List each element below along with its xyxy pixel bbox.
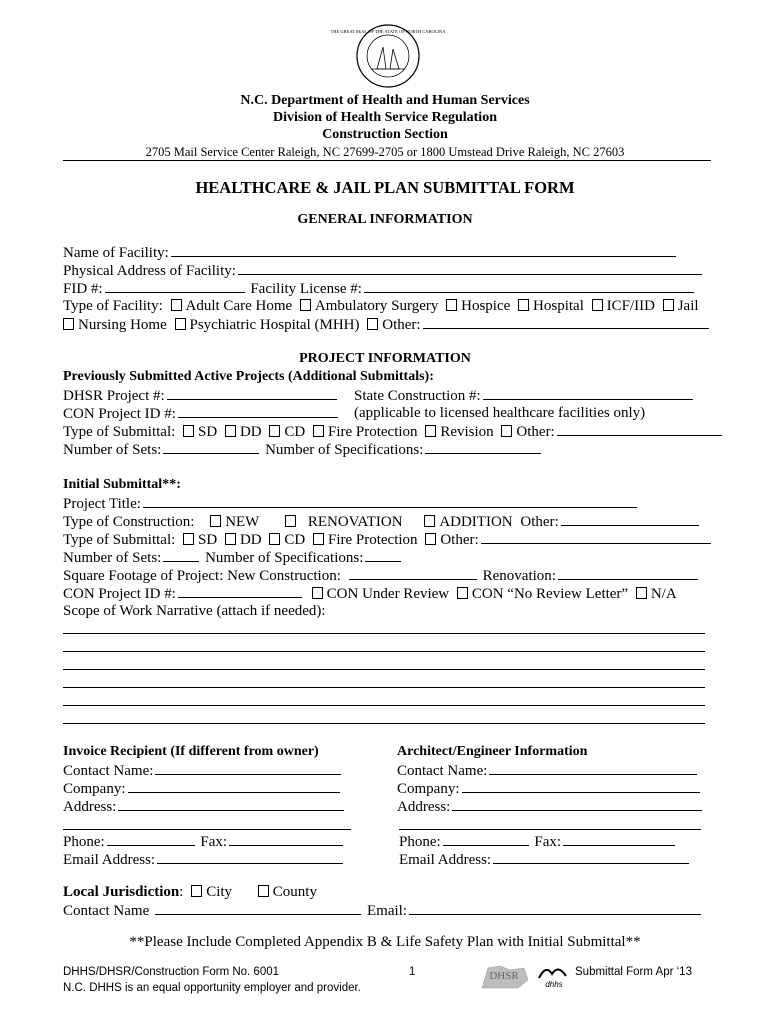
option-label: CD xyxy=(284,532,306,548)
company-label: Company: xyxy=(63,781,126,797)
sets-field[interactable] xyxy=(163,549,199,562)
option-label: Adult Care Home xyxy=(185,298,293,314)
initial-sets-row xyxy=(63,549,403,567)
option-label: Hospice xyxy=(461,298,511,314)
dhsr-project-field[interactable] xyxy=(167,387,337,400)
checkbox-no-review[interactable] xyxy=(457,587,468,599)
dhsr-logo-text: DHSR xyxy=(489,970,519,982)
sqft-label: Square Footage of Project: New Construction: xyxy=(63,568,341,584)
facility-address-label: Physical Address of Facility: xyxy=(63,263,236,279)
option-label: RENOVATION xyxy=(307,514,403,530)
checkbox-na[interactable] xyxy=(636,587,647,599)
fax-label: Fax: xyxy=(200,834,228,850)
initial-con-row xyxy=(63,585,677,603)
facility-type-row xyxy=(63,298,699,315)
option-label: Jail xyxy=(677,298,699,314)
checkbox-con-review[interactable] xyxy=(312,587,323,599)
section-name: Construction Section xyxy=(322,127,448,142)
architect-address-field[interactable] xyxy=(452,798,702,811)
contact-label: Contact Name xyxy=(63,903,150,919)
con-label: CON Project ID #: xyxy=(63,586,176,602)
invoice-address-field[interactable] xyxy=(118,798,344,811)
local-contact-field[interactable] xyxy=(155,902,361,915)
architect-company-row xyxy=(397,780,702,798)
seal-text: THE GREAT SEAL OF THE STATE OF NORTH CAROLINA xyxy=(330,29,446,34)
invoice-address-line-2[interactable] xyxy=(63,829,351,830)
option-label: CON Under Review xyxy=(326,586,450,602)
checkbox-other[interactable] xyxy=(501,425,512,437)
option-label: Fire Protection xyxy=(327,424,418,440)
architect-contact-row xyxy=(397,762,699,780)
scope-line-3[interactable] xyxy=(63,669,705,670)
con-label: CON Project ID #: xyxy=(63,406,176,422)
email-label: Email: xyxy=(366,903,407,919)
project-title-field[interactable] xyxy=(143,495,637,508)
email-label: Email Address: xyxy=(399,852,492,868)
header-divider xyxy=(63,160,711,161)
checkbox-adult-care[interactable] xyxy=(171,299,182,311)
con-row xyxy=(63,405,340,423)
checkbox-renovation[interactable] xyxy=(285,515,296,527)
invoice-phone-field[interactable] xyxy=(107,833,195,846)
architect-company-field[interactable] xyxy=(462,780,700,793)
invoice-phone-row xyxy=(63,833,345,851)
other-submittal-field[interactable] xyxy=(481,531,711,544)
con-project-field[interactable] xyxy=(178,405,338,418)
checkbox-jail[interactable] xyxy=(663,299,674,311)
checkbox-other[interactable] xyxy=(367,318,378,330)
option-label: Other: xyxy=(382,317,421,333)
dhsr-logo xyxy=(480,962,530,990)
scope-line-5[interactable] xyxy=(63,705,705,706)
architect-email-row xyxy=(399,851,691,869)
checkbox-hospital[interactable] xyxy=(518,299,529,311)
form-number: DHHS/DHSR/Construction Form No. 6001 xyxy=(63,966,280,978)
address-label: Address: xyxy=(63,799,117,815)
option-label: Other: xyxy=(440,532,479,548)
dhsr-row xyxy=(63,387,339,405)
local-jurisdiction-label: Local Jurisdiction xyxy=(63,884,180,900)
invoice-heading: Invoice Recipient (If different from owner) xyxy=(63,744,319,759)
checkbox-sd[interactable] xyxy=(183,425,194,437)
facility-address-row xyxy=(63,262,704,280)
contact-label: Contact Name: xyxy=(63,763,154,779)
architect-contact-field[interactable] xyxy=(489,762,697,775)
address-label: Address: xyxy=(397,799,451,815)
option-label: City xyxy=(206,884,233,900)
architect-phone-row xyxy=(399,833,677,851)
checkbox-dd[interactable] xyxy=(225,533,236,545)
architect-heading: Architect/Engineer Information xyxy=(397,744,588,759)
phone-label: Phone: xyxy=(63,834,105,850)
specs-label: Number of Specifications: xyxy=(265,442,424,458)
checkbox-sd[interactable] xyxy=(183,533,194,545)
option-label: Fire Protection xyxy=(327,532,418,548)
checkbox-dd[interactable] xyxy=(225,425,236,437)
scope-line-1[interactable] xyxy=(63,633,705,634)
architect-address-row xyxy=(397,798,704,816)
local-email-field[interactable] xyxy=(409,902,701,915)
form-title: HEALTHCARE & JAIL PLAN SUBMITTAL FORM xyxy=(195,178,575,197)
checkbox-new[interactable] xyxy=(210,515,221,527)
invoice-fax-field[interactable] xyxy=(229,833,343,846)
architect-fax-field[interactable] xyxy=(563,833,675,846)
project-heading: PROJECT INFORMATION xyxy=(299,351,471,366)
checkbox-nursing-home[interactable] xyxy=(63,318,74,330)
option-label: Other: xyxy=(516,424,555,440)
specs-field[interactable] xyxy=(365,549,401,562)
option-label: N/A xyxy=(650,586,677,602)
dhsr-label: DHSR Project #: xyxy=(63,388,165,404)
checkbox-other[interactable] xyxy=(425,533,436,545)
con-note: (applicable to licensed healthcare facilities only) xyxy=(354,405,646,421)
option-label: DD xyxy=(239,424,262,440)
renovation-field[interactable] xyxy=(558,567,698,580)
dept-name: N.C. Department of Health and Human Services xyxy=(240,93,530,108)
scope-line-4[interactable] xyxy=(63,687,705,688)
option-label: NEW xyxy=(225,514,260,530)
invoice-email-row xyxy=(63,851,345,869)
contact-label: Contact Name: xyxy=(397,763,488,779)
facility-name-field[interactable] xyxy=(171,244,676,257)
checkbox-hospice[interactable] xyxy=(446,299,457,311)
fid-row xyxy=(63,280,696,298)
fid-label: FID #: xyxy=(63,281,103,297)
construction-type-row xyxy=(63,513,701,531)
checkbox-psychiatric[interactable] xyxy=(175,318,186,330)
scope-line-2[interactable] xyxy=(63,651,705,652)
dhhs-logo xyxy=(536,960,572,990)
option-label: CD xyxy=(284,424,306,440)
checkbox-fire[interactable] xyxy=(313,533,324,545)
new-construction-field[interactable] xyxy=(349,567,477,580)
state-construction-label: State Construction #: xyxy=(354,388,481,404)
equal-opportunity: N.C. DHHS is an equal opportunity employer and provider. xyxy=(63,982,361,994)
submittal-type-label: Type of Submittal: xyxy=(63,532,176,548)
invoice-email-field[interactable] xyxy=(157,851,343,864)
sets-label: Number of Sets: xyxy=(63,442,162,458)
facility-name-row xyxy=(63,244,678,262)
facility-name-label: Name of Facility: xyxy=(63,245,169,261)
phone-label: Phone: xyxy=(399,834,441,850)
option-label: Hospital xyxy=(533,298,584,314)
option-label: Ambulatory Surgery xyxy=(314,298,439,314)
state-construction-field[interactable] xyxy=(483,387,693,400)
option-label: SD xyxy=(198,424,218,440)
architect-address-line-2[interactable] xyxy=(399,829,701,830)
option-label: ICF/IID xyxy=(606,298,655,314)
option-label: Psychiatric Hospital (MHH) xyxy=(189,317,360,333)
architect-email-field[interactable] xyxy=(493,851,689,864)
invoice-company-field[interactable] xyxy=(128,780,340,793)
project-title-label: Project Title: xyxy=(63,496,141,512)
other-construction-field[interactable] xyxy=(561,513,699,526)
header-address: 2705 Mail Service Center Raleigh, NC 27699-2705 or 1800 Umstead Drive Raleigh, NC 27603 xyxy=(145,145,625,159)
license-label: Facility License #: xyxy=(250,281,362,297)
initial-submittal-type-row xyxy=(63,531,713,549)
facility-type-label: Type of Facility: xyxy=(63,298,163,314)
option-label: Revision xyxy=(440,424,494,440)
project-title-row xyxy=(63,495,639,513)
state-seal xyxy=(330,23,446,89)
option-label: DD xyxy=(239,532,262,548)
license-field[interactable] xyxy=(364,280,694,293)
checkbox-icf[interactable] xyxy=(592,299,603,311)
fax-label: Fax: xyxy=(534,834,562,850)
other-submittal-field[interactable] xyxy=(557,423,722,436)
scope-label: Scope of Work Narrative (attach if needed): xyxy=(63,603,326,619)
construction-type-label: Type of Construction: xyxy=(63,514,195,530)
initial-heading: Initial Submittal**: xyxy=(63,477,181,492)
invoice-contact-field[interactable] xyxy=(155,762,341,775)
previous-projects-heading: Previously Submitted Active Projects (Additional Submittals): xyxy=(63,369,434,384)
state-construction-row xyxy=(354,387,695,405)
dhhs-logo-text: dhhs xyxy=(545,980,563,989)
checkbox-city[interactable] xyxy=(191,885,202,897)
option-label: County xyxy=(272,884,317,900)
renovation-label: Renovation: xyxy=(482,568,556,584)
colon: : xyxy=(179,884,184,900)
sqft-row xyxy=(63,567,700,585)
other-facility-field[interactable] xyxy=(423,316,709,329)
option-label: CON “No Review Letter” xyxy=(471,586,629,602)
sets-field[interactable] xyxy=(163,441,259,454)
invoice-company-row xyxy=(63,780,342,798)
division-name: Division of Health Service Regulation xyxy=(273,110,497,125)
checkbox-addition[interactable] xyxy=(424,515,435,527)
checkbox-revision[interactable] xyxy=(425,425,436,437)
submittal-type-label: Type of Submittal: xyxy=(63,424,176,440)
specs-field[interactable] xyxy=(425,441,541,454)
sets-label: Number of Sets: xyxy=(63,550,162,566)
checkbox-ambulatory[interactable] xyxy=(300,299,311,311)
local-jurisdiction-row xyxy=(63,884,317,901)
con-project-field[interactable] xyxy=(178,585,302,598)
submittal-date: Submittal Form Apr ‘13 xyxy=(575,966,692,978)
page-number: 1 xyxy=(409,966,416,978)
checkbox-county[interactable] xyxy=(258,885,269,897)
facility-address-field[interactable] xyxy=(238,262,702,275)
fid-field[interactable] xyxy=(105,280,245,293)
sets-row xyxy=(63,441,543,459)
option-label: Nursing Home xyxy=(78,317,167,333)
option-label: ADDITION xyxy=(439,514,513,530)
invoice-contact-row xyxy=(63,762,343,780)
prev-submittal-type-row xyxy=(63,423,724,441)
architect-phone-field[interactable] xyxy=(443,833,529,846)
specs-label: Number of Specifications: xyxy=(205,550,364,566)
local-contact-row xyxy=(63,902,703,920)
checkbox-cd[interactable] xyxy=(269,533,280,545)
invoice-address-row xyxy=(63,798,346,816)
appendix-note: **Please Include Completed Appendix B & Life Safety Plan with Initial Submittal** xyxy=(129,934,641,950)
other-label: Other: xyxy=(520,514,559,530)
facility-type-row-2 xyxy=(59,316,711,334)
checkbox-cd[interactable] xyxy=(269,425,280,437)
checkbox-fire[interactable] xyxy=(313,425,324,437)
scope-line-6[interactable] xyxy=(63,723,705,724)
general-heading: GENERAL INFORMATION xyxy=(297,212,473,227)
company-label: Company: xyxy=(397,781,460,797)
email-label: Email Address: xyxy=(63,852,156,868)
option-label: SD xyxy=(198,532,218,548)
